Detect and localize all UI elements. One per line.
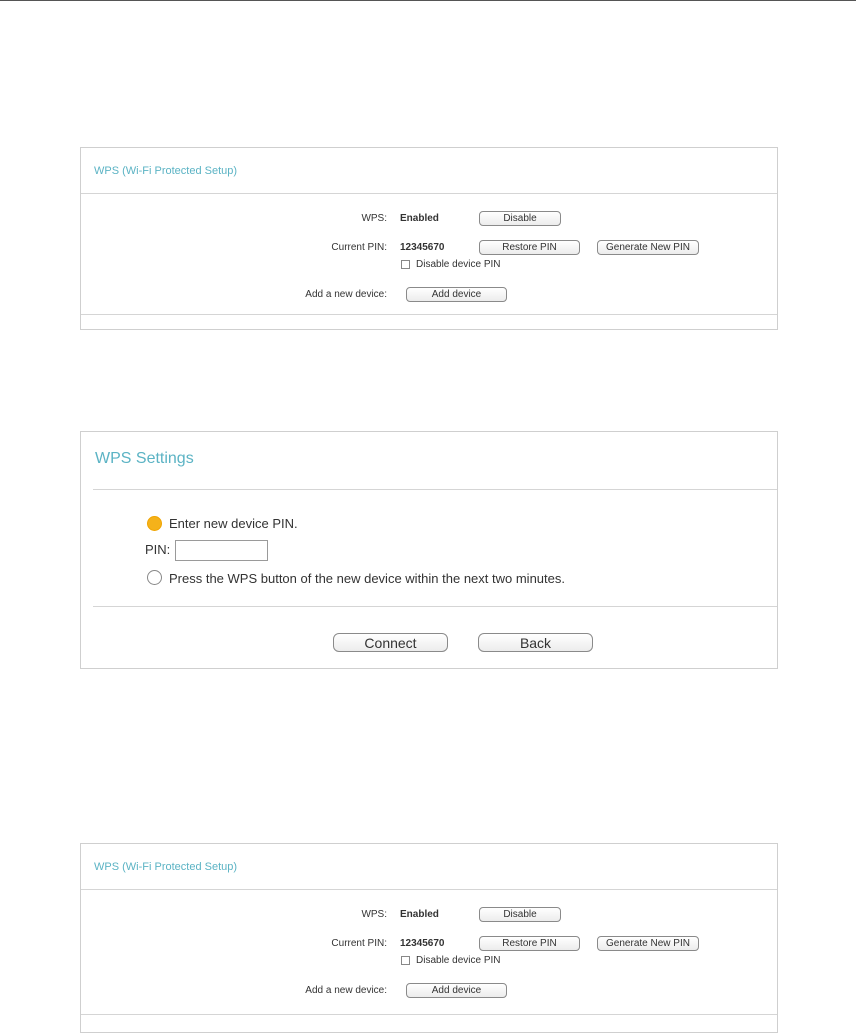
add-device-label: Add a new device: xyxy=(305,985,387,996)
wps-settings-panel xyxy=(80,431,778,669)
wps-status-value: Enabled xyxy=(400,909,439,920)
panel-title: WPS Settings xyxy=(95,450,194,467)
current-pin-label: Current PIN: xyxy=(331,938,387,949)
generate-new-pin-button[interactable]: Generate New PIN xyxy=(597,240,699,255)
pin-input[interactable] xyxy=(175,540,268,561)
page-top-rule xyxy=(0,0,856,1)
generate-new-pin-button[interactable]: Generate New PIN xyxy=(597,936,699,951)
add-device-label: Add a new device: xyxy=(305,289,387,300)
connect-button[interactable]: Connect xyxy=(333,633,448,652)
add-device-button[interactable]: Add device xyxy=(406,287,507,302)
current-pin-label: Current PIN: xyxy=(331,242,387,253)
current-pin-value: 12345670 xyxy=(400,938,445,949)
restore-pin-button[interactable]: Restore PIN xyxy=(479,240,580,255)
title-divider xyxy=(81,193,777,194)
disable-device-pin-label: Disable device PIN xyxy=(416,955,501,966)
back-button[interactable]: Back xyxy=(478,633,593,652)
press-wps-button-radio[interactable] xyxy=(147,570,162,585)
disable-device-pin-label: Disable device PIN xyxy=(416,259,501,270)
current-pin-value: 12345670 xyxy=(400,242,445,253)
wps-panel-bottom xyxy=(80,843,778,1033)
wps-status-value: Enabled xyxy=(400,213,439,224)
title-divider xyxy=(93,489,777,490)
add-device-button[interactable]: Add device xyxy=(406,983,507,998)
wps-label: WPS: xyxy=(361,909,387,920)
disable-device-pin-checkbox[interactable] xyxy=(401,260,410,269)
title-divider xyxy=(81,889,777,890)
enter-pin-option-label: Enter new device PIN. xyxy=(169,516,298,531)
restore-pin-button[interactable]: Restore PIN xyxy=(479,936,580,951)
wps-panel-top xyxy=(80,147,778,330)
disable-button[interactable]: Disable xyxy=(479,211,561,226)
press-wps-option-label: Press the WPS button of the new device within the next two minutes. xyxy=(169,571,565,586)
bottom-divider xyxy=(81,1014,777,1015)
enter-pin-radio[interactable] xyxy=(147,516,162,531)
disable-device-pin-checkbox[interactable] xyxy=(401,956,410,965)
panel-title: WPS (Wi-Fi Protected Setup) xyxy=(94,165,238,177)
pin-label: PIN: xyxy=(145,542,171,557)
disable-button[interactable]: Disable xyxy=(479,907,561,922)
panel-title: WPS (Wi-Fi Protected Setup) xyxy=(94,861,238,873)
action-divider xyxy=(93,606,777,607)
bottom-divider xyxy=(81,314,777,315)
wps-label: WPS: xyxy=(361,213,387,224)
